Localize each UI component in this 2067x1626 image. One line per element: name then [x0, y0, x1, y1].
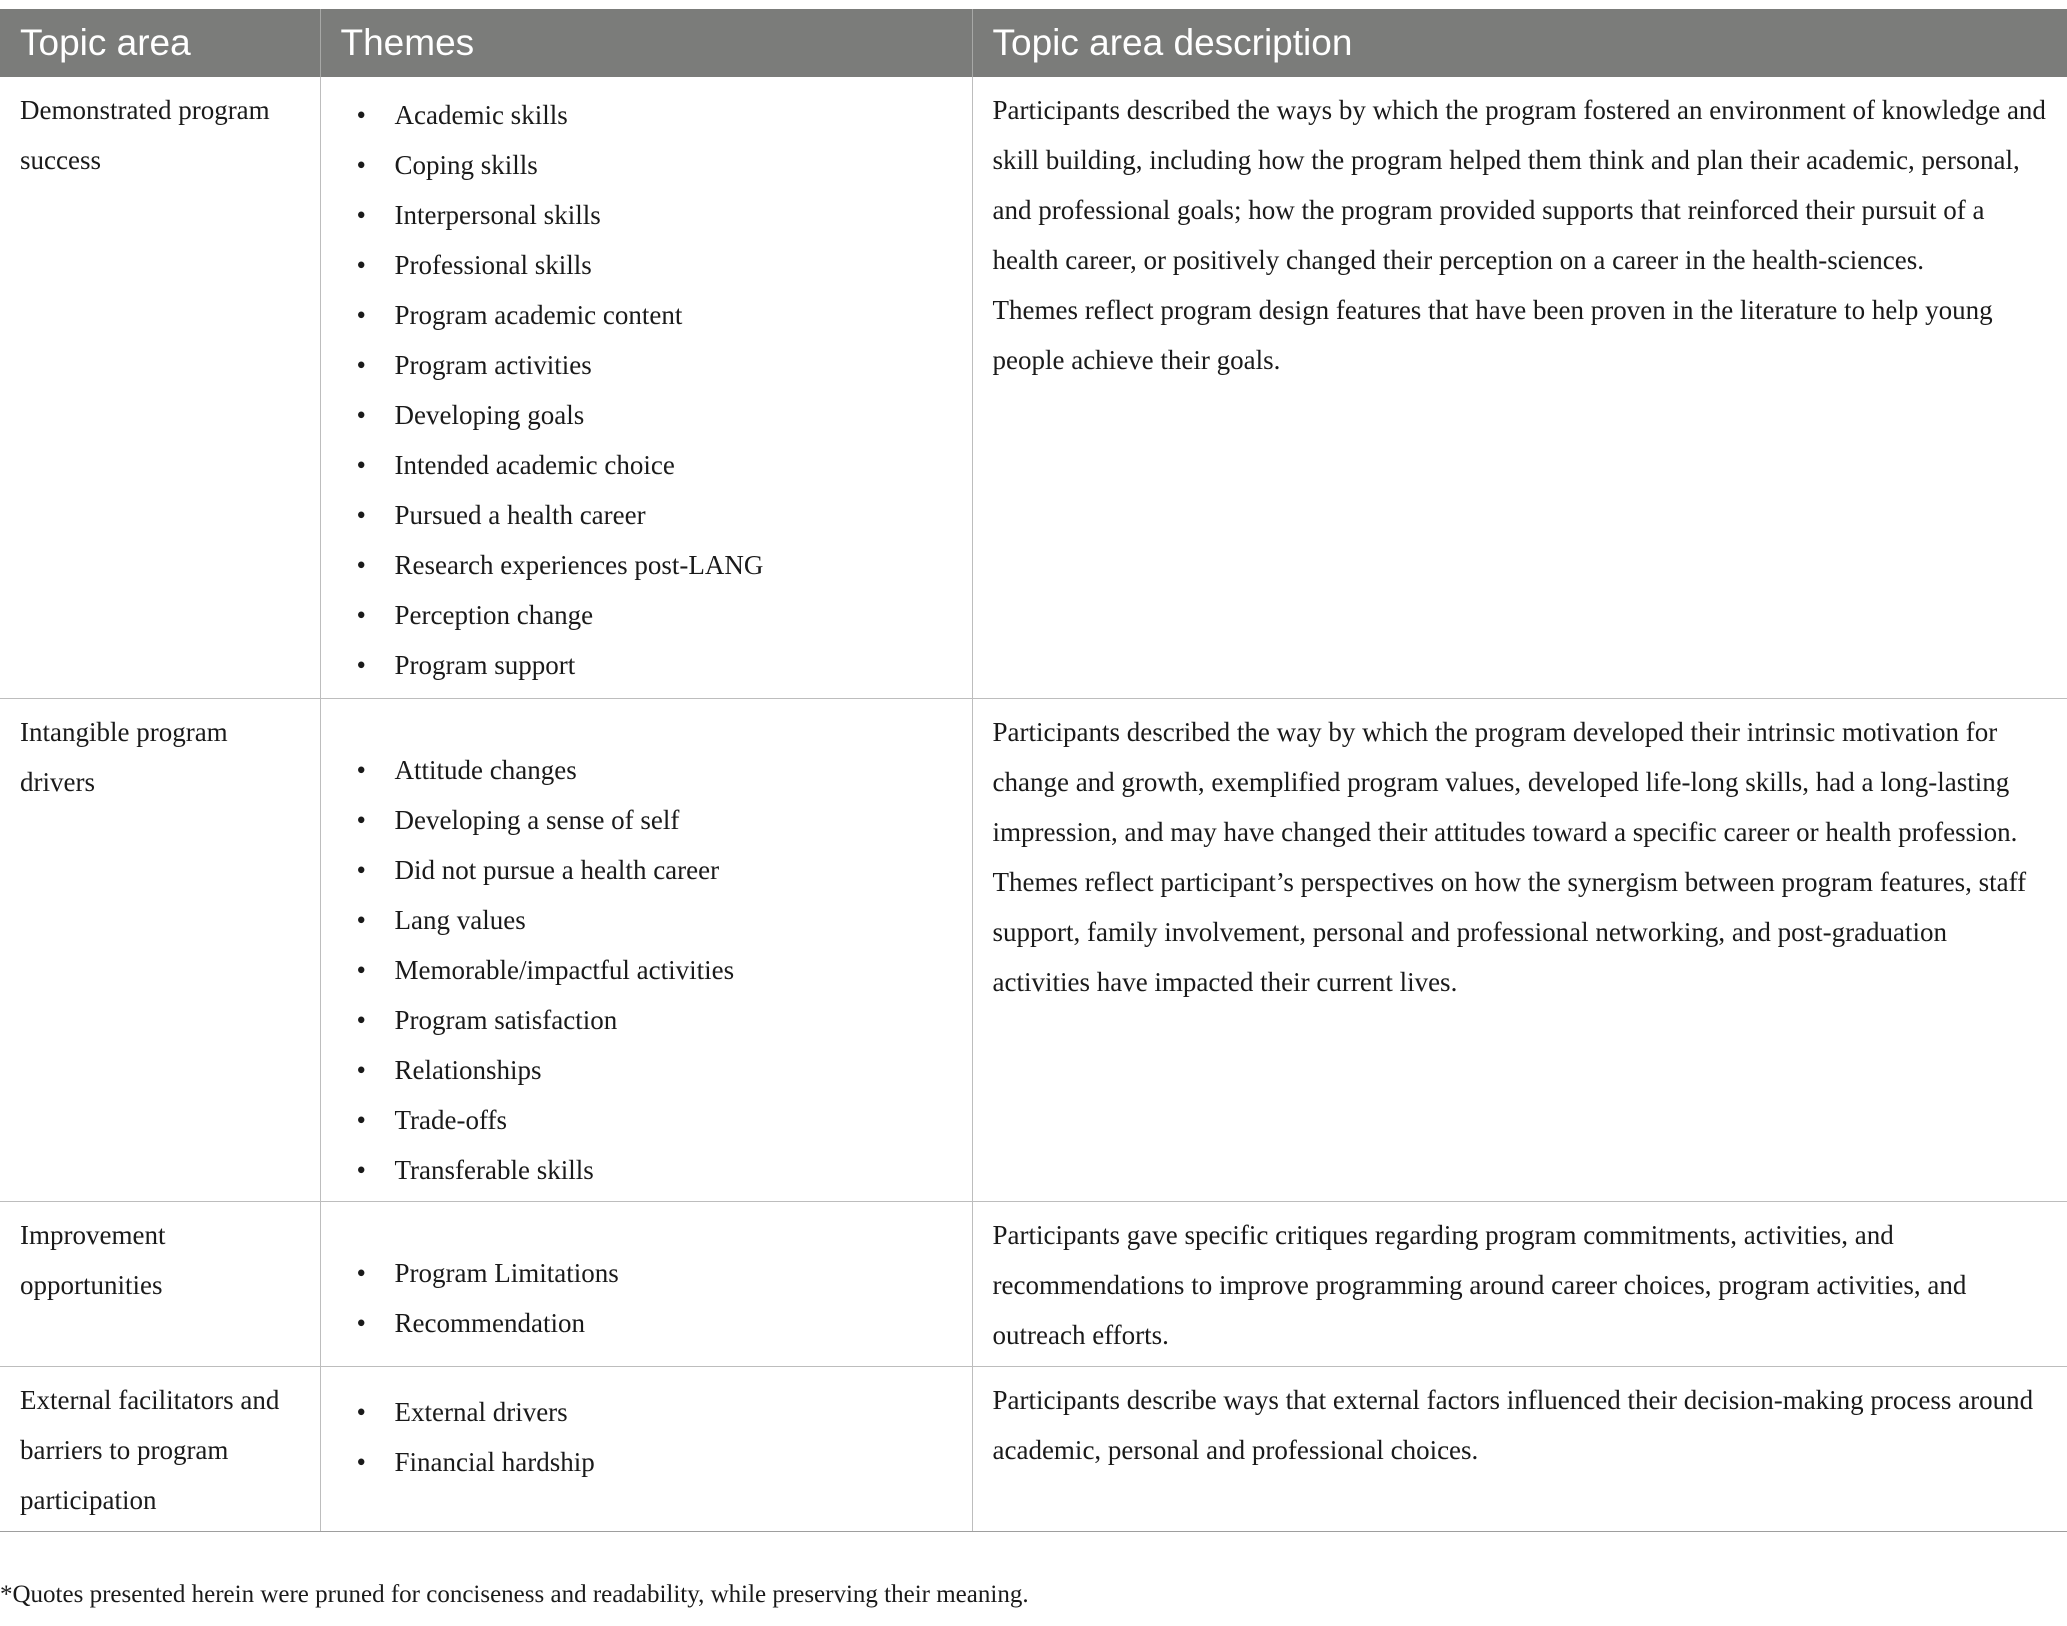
description-paragraph: Participants described the way by which the program developed their intrinsic motivation for change and growth, exemplified program values, developed life-long skills, had a long-lasting impression, and may have changed their attitudes toward a specific career or health profession. [992, 716, 2018, 847]
theme-text: Program Limitations [394, 1257, 619, 1288]
bullet-icon: • [356, 1054, 366, 1085]
description-paragraph: Participants described the ways by which the program fostered an environment of knowledge and skill building, including how the program helped them think and plan their academic, personal, and professional goals; how the program provided supports that reinforced their pursuit of a health career, or positively changed their perception on a career in the health-sciences. [992, 95, 2046, 275]
bullet-icon: • [356, 150, 366, 180]
table-row [0, 1366, 2067, 1531]
themes-cell [320, 1201, 972, 1366]
bullet-icon: • [356, 650, 366, 680]
bullet-icon: • [356, 1396, 366, 1427]
bullet-icon: • [356, 1154, 366, 1185]
theme-text: Trade-offs [394, 1104, 507, 1135]
bullet-icon: • [356, 100, 366, 130]
theme-item [341, 1387, 952, 1437]
theme-item [341, 795, 952, 845]
theme-text: Transferable skills [394, 1154, 594, 1185]
theme-item [341, 1145, 952, 1195]
table-row [0, 77, 2067, 698]
theme-item [341, 240, 952, 290]
theme-item [341, 140, 952, 190]
theme-text: Developing a sense of self [394, 804, 680, 835]
bullet-icon: • [356, 904, 366, 935]
theme-item [341, 1095, 952, 1145]
themes-list [341, 90, 952, 690]
bullet-icon: • [356, 200, 366, 230]
bullet-icon: • [356, 600, 366, 630]
topic-cell [0, 77, 320, 698]
bullet-icon: • [356, 350, 366, 380]
themes-cell [320, 1366, 972, 1531]
table-body [0, 77, 2067, 1531]
theme-text: Intended academic choice [394, 450, 675, 480]
bullet-icon: • [356, 450, 366, 480]
themes-list [341, 1387, 952, 1487]
bullet-icon: • [356, 1257, 366, 1288]
table-row [0, 1201, 2067, 1366]
description-paragraph: Participants gave specific critiques regarding program commitments, activities, and recommendations to improve programming around career choices, program activities, and outreach efforts. [992, 1219, 1967, 1350]
theme-text: Relationships [394, 1054, 542, 1085]
description-cell [972, 1201, 2067, 1366]
theme-text: Lang values [394, 904, 526, 935]
header-topic-area: Topic area [0, 9, 320, 77]
theme-item [341, 845, 952, 895]
theme-text: Developing goals [394, 400, 585, 430]
theme-item [341, 945, 952, 995]
description-cell [972, 77, 2067, 698]
topic-cell [0, 1366, 320, 1531]
topic-text: Demonstrated program success [20, 95, 270, 175]
theme-text: Program support [394, 650, 576, 680]
description-cell [972, 1366, 2067, 1531]
theme-item [341, 590, 952, 640]
topic-cell [0, 698, 320, 1201]
theme-item [341, 640, 952, 690]
bullet-icon: • [356, 1307, 366, 1338]
description-cell [972, 698, 2067, 1201]
theme-text: Financial hardship [394, 1446, 595, 1477]
theme-item [341, 440, 952, 490]
bullet-icon: • [356, 954, 366, 985]
theme-item [341, 540, 952, 590]
theme-text: Research experiences post-LANG [394, 550, 764, 580]
theme-item [341, 1248, 952, 1298]
theme-text: Program academic content [394, 300, 683, 330]
bullet-icon: • [356, 400, 366, 430]
theme-item [341, 390, 952, 440]
bullet-icon: • [356, 1446, 366, 1477]
themes-list [341, 745, 952, 1195]
theme-text: Program activities [394, 350, 592, 380]
bullet-icon: • [356, 854, 366, 885]
themes-list [341, 1248, 952, 1348]
theme-item [341, 895, 952, 945]
bullet-icon: • [356, 1104, 366, 1135]
table-header [0, 9, 2067, 77]
theme-item [341, 1437, 952, 1487]
theme-item [341, 490, 952, 540]
bullet-icon: • [356, 550, 366, 580]
theme-text: Interpersonal skills [394, 200, 601, 230]
topic-text: Intangible program drivers [20, 716, 228, 797]
theme-text: Attitude changes [394, 754, 577, 785]
theme-item [341, 340, 952, 390]
bullet-icon: • [356, 804, 366, 835]
theme-item [341, 1298, 952, 1348]
description-paragraph: Themes reflect program design features that have been proven in the literature to help young people achieve their goals. [992, 295, 1993, 375]
theme-text: Program satisfaction [394, 1004, 618, 1035]
theme-text: Did not pursue a health career [394, 854, 720, 885]
header-topic-description: Topic area description [972, 9, 2067, 77]
header-themes: Themes [320, 9, 972, 77]
theme-text: Pursued a health career [394, 500, 646, 530]
theme-text: Coping skills [394, 150, 538, 180]
theme-text: Professional skills [394, 250, 592, 280]
description-paragraph: Participants describe ways that external factors influenced their decision-making process around academic, personal and professional choices. [992, 1384, 2034, 1465]
theme-text: Memorable/impactful activities [394, 954, 735, 985]
theme-text: Perception change [394, 600, 594, 630]
bullet-icon: • [356, 300, 366, 330]
theme-text: Academic skills [394, 100, 568, 130]
bullet-icon: • [356, 500, 366, 530]
topic-text: Improvement opportunities [20, 1219, 166, 1300]
theme-item [341, 1045, 952, 1095]
theme-item [341, 745, 952, 795]
description-paragraph: Themes reflect participant’s perspectives on how the synergism between program features, staff support, family involvement, personal and professional networking, and post-graduation activities have impacted their current lives. [992, 866, 2027, 997]
theme-item [341, 190, 952, 240]
themes-table [0, 9, 2067, 1532]
theme-item [341, 995, 952, 1045]
topic-text: External facilitators and barriers to program participation [20, 1384, 280, 1515]
bullet-icon: • [356, 754, 366, 785]
theme-text: External drivers [394, 1396, 568, 1427]
theme-text: Recommendation [394, 1307, 585, 1338]
themes-cell [320, 77, 972, 698]
theme-item [341, 90, 952, 140]
table-footnote: *Quotes presented herein were pruned for conciseness and readability, while preserving their meaning. [0, 1581, 1029, 1608]
bullet-icon: • [356, 250, 366, 280]
table-row [0, 698, 2067, 1201]
themes-table-container [0, 9, 2067, 1532]
topic-cell [0, 1201, 320, 1366]
bullet-icon: • [356, 1004, 366, 1035]
theme-item [341, 290, 952, 340]
header-row [0, 9, 2067, 77]
themes-cell [320, 698, 972, 1201]
